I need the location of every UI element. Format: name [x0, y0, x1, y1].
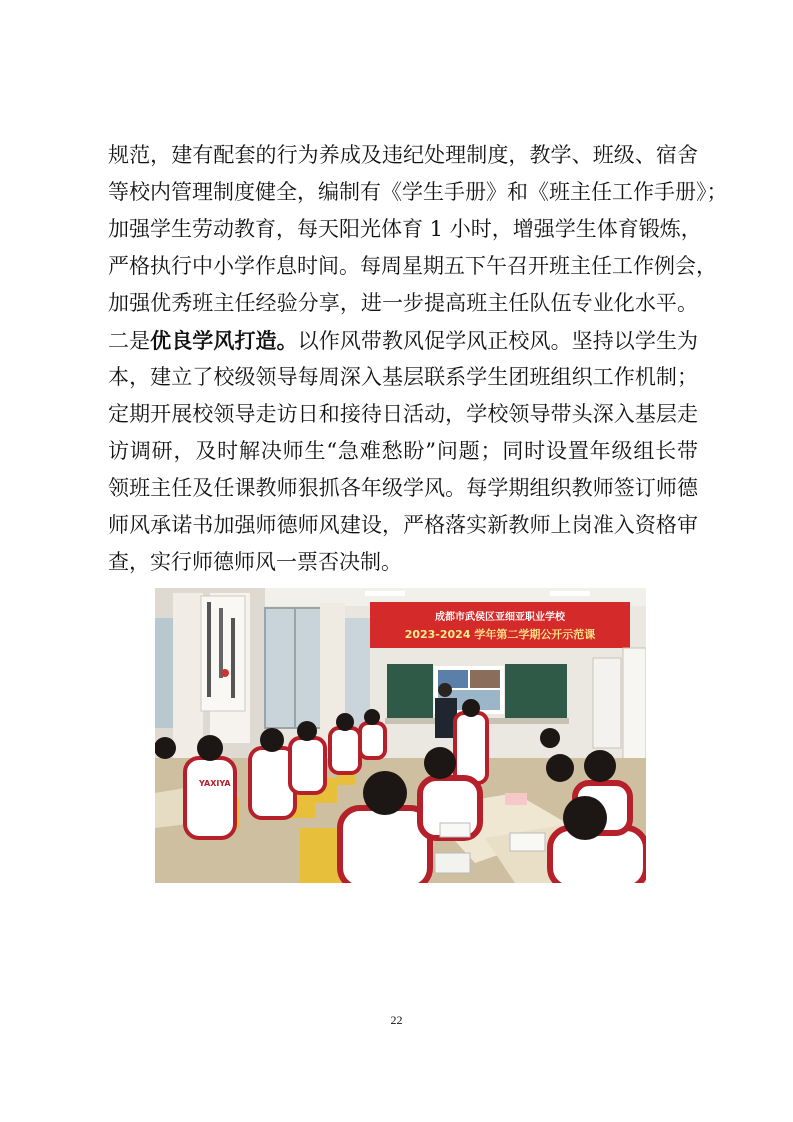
text-line: 加强学生劳动教育，每天阳光体育 1 小时，增强学生体育锻炼，	[108, 217, 702, 241]
text-line: 访调研，及时解决师生“急难愁盼”问题；同时设置年级组长带	[108, 439, 698, 463]
text-line: 规范，建有配套的行为养成及违纪处理制度，教学、班级、宿舍	[108, 143, 698, 167]
text-line: 本，建立了校级领导每周深入基层联系学生团班组织工作机制；	[108, 365, 698, 389]
banner-subtitle: 2023-2024 学年第二学期公开示范课	[404, 628, 596, 641]
text-line: 查，实行师德师风一票否决制。	[108, 550, 402, 574]
text-line: 师风承诺书加强师德师风建设，严格落实新教师上岗准入资格审	[108, 513, 698, 537]
text-line-with-heading	[108, 322, 698, 359]
body-text	[108, 137, 728, 581]
text-line: 等校内管理制度健全，编制有《学生手册》和《班主任工作手册》；	[108, 180, 728, 204]
section-heading: 优良学风打造。	[150, 328, 298, 353]
text-line: 定期开展校领导走访日和接待日活动，学校领导带头深入基层走	[108, 402, 698, 426]
uniform-logo: YAXIYA	[199, 779, 231, 788]
line-prefix: 二是	[108, 329, 151, 353]
line-rest: 以作风带教风促学风正校风。坚持以学生为	[297, 329, 699, 353]
text-line: 加强优秀班主任经验分享，进一步提高班主任队伍专业化水平。	[108, 291, 698, 315]
classroom-photo	[155, 588, 646, 883]
text-line: 领班主任及任课教师狠抓各年级学风。每学期组织教师签订师德	[108, 476, 698, 500]
page-number: 22	[390, 1013, 403, 1027]
text-line: 严格执行中小学作息时间。每周星期五下午召开班主任工作例会，	[108, 254, 717, 278]
banner-title: 成都市武侯区亚细亚职业学校	[435, 612, 565, 623]
